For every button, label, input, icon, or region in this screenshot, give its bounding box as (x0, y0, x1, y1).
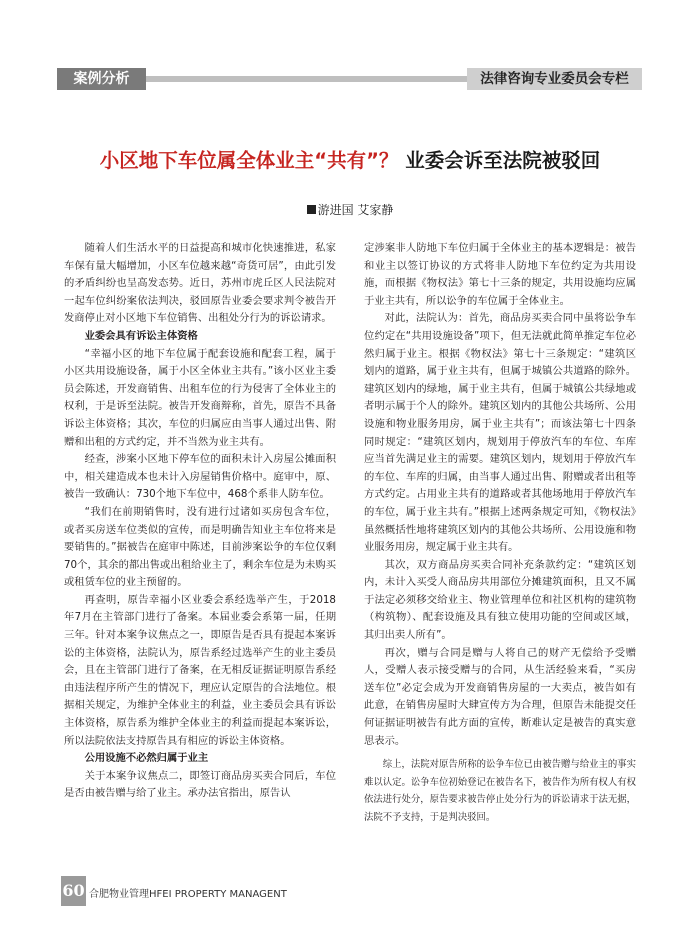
conclusion-paragraph: 综上，法院对原告所称的讼争车位已由被告赠与给业主的事实难以认定。讼争车位初始登记在被告名下，被告作为所有权人有权依法进行处分，原告要求被告停止处分行为的诉讼请求于法无据，法院不予支持，于是判决驳回。 (364, 759, 636, 823)
body-paragraph: “我们在前期销售时，没有进行过诸如买房包含车位，或者买房送车位类似的宣传，而是明确告知业主车位将来是要销售的。”据被告在庭审中陈述，目前涉案讼争的车位仅剩70个，其余的都出售或出租给业主了，剩余车位是为未购买或租赁车位的业主预留的。 (64, 505, 336, 589)
body-paragraph: 关于本案争议焦点二，即签订商品房买卖合同后，车位是否由被告赠与给了业主。承办法官指出，原告认 (64, 769, 336, 800)
article-title (40, 145, 660, 173)
page-number: 60 (61, 876, 86, 906)
journal-name: 合肥物业管理 (89, 889, 149, 900)
body-paragraph: 经查，涉案小区地下停车位的面积未计入房屋公摊面积中，相关建造成本也未计入房屋销售价格中。庭审中，原、被告一致确认：730个地下车位中，468个系非人防车位。 (64, 453, 336, 501)
article-authors (0, 201, 700, 218)
body-paragraph: 定涉案非人防地下车位归属于全体业主的基本逻辑是：被告和业主以签订协议的方式将非人防地下车位约定为共用设施，而根据《物权法》第七十三条的规定，共用设施均应属于业主共有，所以讼争的车位属于全体业主。 (364, 242, 636, 307)
journal-name-en: HFEI PROPERTY MANAGENT (149, 889, 287, 900)
body-paragraph: 再查明，原告幸福小区业委会系经选举产生，于2018年7月在主管部门进行了备案。本届业委会系第一届，任期三年。针对本案争议焦点之一，即原告是否具有提起本案诉讼的主体资格，法院认为，原告系经过选举产生的业主委员会，且在主管部门进行了备案，在无相反证据证明原告系经由违法程序所产生的情况下，理应认定原告的合法地位。根据相关规定，为维护全体业主的利益，业主委员会具有诉讼主体资格，原告系为维护全体业主的利益而提起本案诉讼，所以法院依法支持原告具有相应的诉讼主体资格。 (64, 593, 336, 747)
body-paragraph: 随着人们生活水平的日益提高和城市化快速推进，私家车保有量大幅增加，小区车位越来越“奇货可居”，由此引发的矛盾纠纷也呈高发态势。近日，苏州市虎丘区人民法院对一起车位纠纷案依法判决，驳回原告业委会要求判令被告开发商停止对小区地下车位销售、出租处分行为的诉讼请求。 (64, 242, 336, 325)
left-column (64, 240, 336, 803)
body-paragraph: 再次，赠与合同是赠与人将自己的财产无偿给予受赠人，受赠人表示接受赠与的合同，从生活经验来看，“买房送车位”必定会成为开发商销售房屋的一大卖点，被告如有此意，在销售房屋时大肆宣传方为合理，但原告未能提交任何证据证明被告有此方面的宣传，断难认定是被告的真实意思表示。 (364, 646, 636, 747)
section-header-bar (57, 68, 642, 90)
page-footer (61, 876, 291, 906)
article-title-red: 小区地下车位属全体业主“共有”？ (99, 149, 399, 172)
author-square-icon (307, 205, 316, 214)
section-heading: 公用设施不必然归属于业主 (84, 752, 209, 765)
author-names: 游进国 艾家静 (317, 203, 394, 217)
header-divider (146, 76, 467, 82)
body-paragraph: “幸福小区的地下车位属于配套设施和配套工程，属于小区共用设施设备，属于小区全体业主共有。”该小区业主委员会陈述，开发商销售、出租车位的行为侵害了全体业主的权利，于是诉至法院。被告开发商辩称，首先，原告不具备诉讼主体资格；其次，车位的归属应由当事人通过出售、附赠和出租的方式约定，并不当然为业主共有。 (64, 347, 336, 448)
body-paragraph: 其次，双方商品房买卖合同补充条款约定：“建筑区划内，未计入买受人商品房共用部位分摊建筑面积，且又不属于法定必须移交给业主、物业管理单位和社区机构的建筑物（构筑物）、配套设施及具有独立使用功能的空间或区域，其归出卖人所有”。 (364, 558, 636, 642)
body-paragraph: 对此，法院认为：首先，商品房买卖合同中虽将讼争车位约定在“共用设施设备”项下，但无法就此简单推定车位必然归属于业主。根据《物权法》第七十三条规定：“建筑区划内的道路，属于业主共有，但属于城镇公共道路的除外。建筑区划内的绿地，属于业主共有，但属于城镇公共绿地或者明示属于个人的除外。建筑区划内的其他公共场所、公用设施和物业服务用房，属于业主共有”；而该法第七十四条同时规定：“建筑区划内，规划用于停放汽车的车位、车库应当首先满足业主的需要。建筑区划内，规划用于停放汽车的车位、车库的归属，由当事人通过出售、附赠或者出租等方式约定。占用业主共有的道路或者其他场地用于停放汽车的车位，属于业主共有。”根据上述两条规定可知，《物权法》虽然概括性地将建筑区划内的其他公共场所、公用设施和物业服务用房，规定属于业主共有。 (364, 312, 636, 554)
section-heading: 业委会具有诉讼主体资格 (84, 329, 198, 342)
article-title-black: 业委会诉至法院被驳回 (405, 149, 601, 172)
journal-name-line (89, 885, 287, 900)
right-column (364, 240, 636, 827)
section-tag: 案例分析 (57, 68, 146, 90)
column-name: 法律咨询专业委员会专栏 (467, 68, 642, 90)
